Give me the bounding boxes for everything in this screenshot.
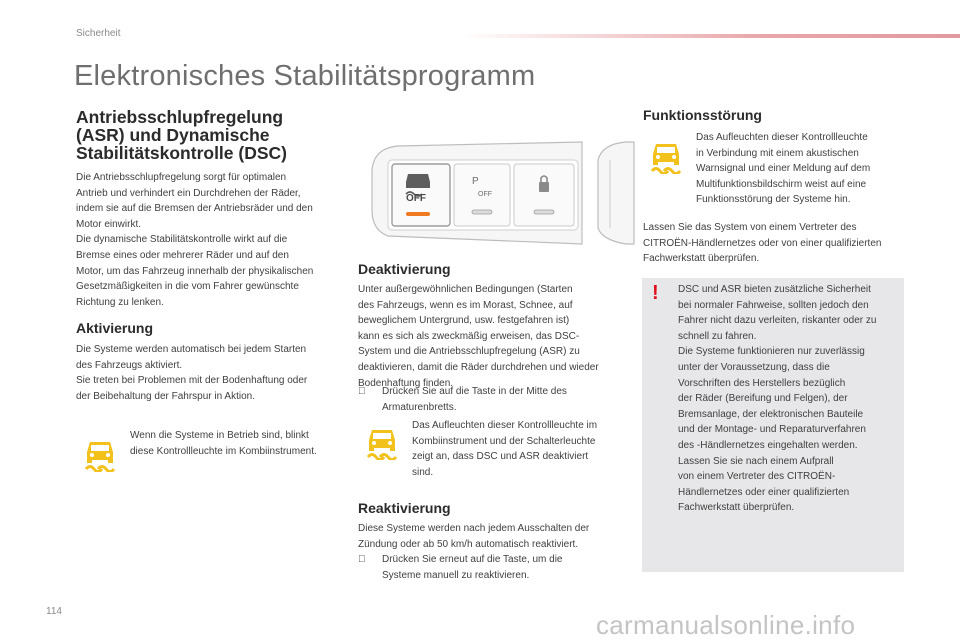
warning-exclamation-icon: !: [652, 282, 659, 304]
park-off-label: OFF: [478, 191, 492, 198]
deactivation-heading: Deaktivierung: [358, 261, 451, 277]
reactivation-step: Drücken Sie erneut auf die Taste, um die Systeme manuell zu reaktivieren.: [382, 554, 563, 581]
bullet-mark: [358, 384, 374, 400]
reactivation-text: Diese Systeme werden nach jedem Ausschalten der Zündung oder ab 50 km/h automatisch reaktiviert.: [358, 523, 590, 550]
intro-text: Die Antriebsschlupfregelung sorgt für optimalen Antrieb und verhindert ein Durchdrehen der Räder, indem sie auf die Bremsen der Antriebsräder und den Motor einwirkt. Die dynamische Stabilitätskontrolle wirkt auf die Bremse eines oder mehrerer Räder und auf den Motor, um das Fahrzeug innerhalb der physikalischen Gesetzmäßigkeiten in die vom Fahrer gewünschte Richtung zu lenken.: [76, 172, 314, 308]
activation-heading: Aktivierung: [76, 320, 154, 336]
fault-text: Lassen Sie das System von einem Vertreter des CITROËN-Händlernetzes oder von einer qualifizierten Fachwerkstatt überprüfen.: [643, 222, 882, 265]
switch-off-label: OFF: [406, 193, 426, 204]
dashboard-edge-illustration: [596, 140, 636, 246]
page-number: 114: [46, 606, 62, 617]
fault-heading: Funktionsstörung: [643, 107, 762, 123]
stability-warning-lamp-icon: [82, 436, 118, 472]
section-label: Sicherheit: [76, 28, 121, 39]
main-heading: Antriebsschlupfregelung (ASR) und Dynamische Stabilitätskontrolle (DSC): [76, 107, 287, 163]
fault-lamp-icon: [648, 138, 684, 174]
warning-text: DSC und ASR bieten zusätzliche Sicherheit bei normaler Fahrweise, sollten jedoch den Fahrer nicht dazu verleiten, riskanter oder zu schnell zu fahren. Die Systeme funktionieren nur zuverlässig unter der Voraussetzung, dass die Vorschriften des Herstellers bezüglich der Räder (Bereifung und Felgen), der Bremsanlage, der elektronischen Bauteile und der Montage- und Reparaturverfahren des -Händlernetzes eingehalten werden. Lassen Sie sie nach einem Aufprall von einem Vertreter des CITROËN- Händlernetzes oder einer qualifizierten Fachwerkstatt überprüfen.: [678, 284, 877, 514]
bullet-mark: [358, 552, 374, 568]
fault-lamp-text: Das Aufleuchten dieser Kontrollleuchte in Verbindung mit einem akustischen Warnsignal und einer Meldung auf dem Multifunktionsbildschirm weist auf eine Funktionsstörung der Systeme hin.: [696, 132, 871, 206]
park-off-p-icon: P: [472, 176, 479, 187]
page-title: Elektronisches Stabilitätsprogramm: [74, 60, 536, 92]
activation-lamp-text: Wenn die Systeme in Betrieb sind, blinkt diese Kontrollleuchte im Kombiinstrument.: [130, 430, 317, 457]
watermark: carmanualsonline.info: [596, 610, 856, 640]
dsc-off-lamp-icon: [364, 424, 400, 460]
activation-text: Die Systeme werden automatisch bei jedem Starten des Fahrzeugs aktiviert. Sie treten bei Problemen mit der Bodenhaftung oder der Beibehaltung der Fahrspur in Aktion.: [76, 344, 308, 402]
deactivation-step: Drücken Sie auf die Taste in der Mitte des Armaturenbretts.: [382, 386, 567, 413]
reactivation-heading: Reaktivierung: [358, 500, 451, 516]
header-accent-bar: [460, 34, 960, 38]
deactivation-lamp-text: Das Aufleuchten dieser Kontrollleuchte im Kombiinstrument und der Schalterleuchte zeigt an, dass DSC und ASR deaktiviert sind.: [412, 420, 598, 478]
deactivation-text: Unter außergewöhnlichen Bedingungen (Starten des Fahrzeugs, wenn es im Morast, Schnee, auf beweglichem Untergrund, usw. festgefahren ist) kann es sich als zweckmäßig erweisen, das DSC- System und die Antriebsschlupfregelung (ASR) zu deaktivieren, damit die Räder durchdrehen und wieder Bodenhaftung finden.: [358, 284, 599, 389]
